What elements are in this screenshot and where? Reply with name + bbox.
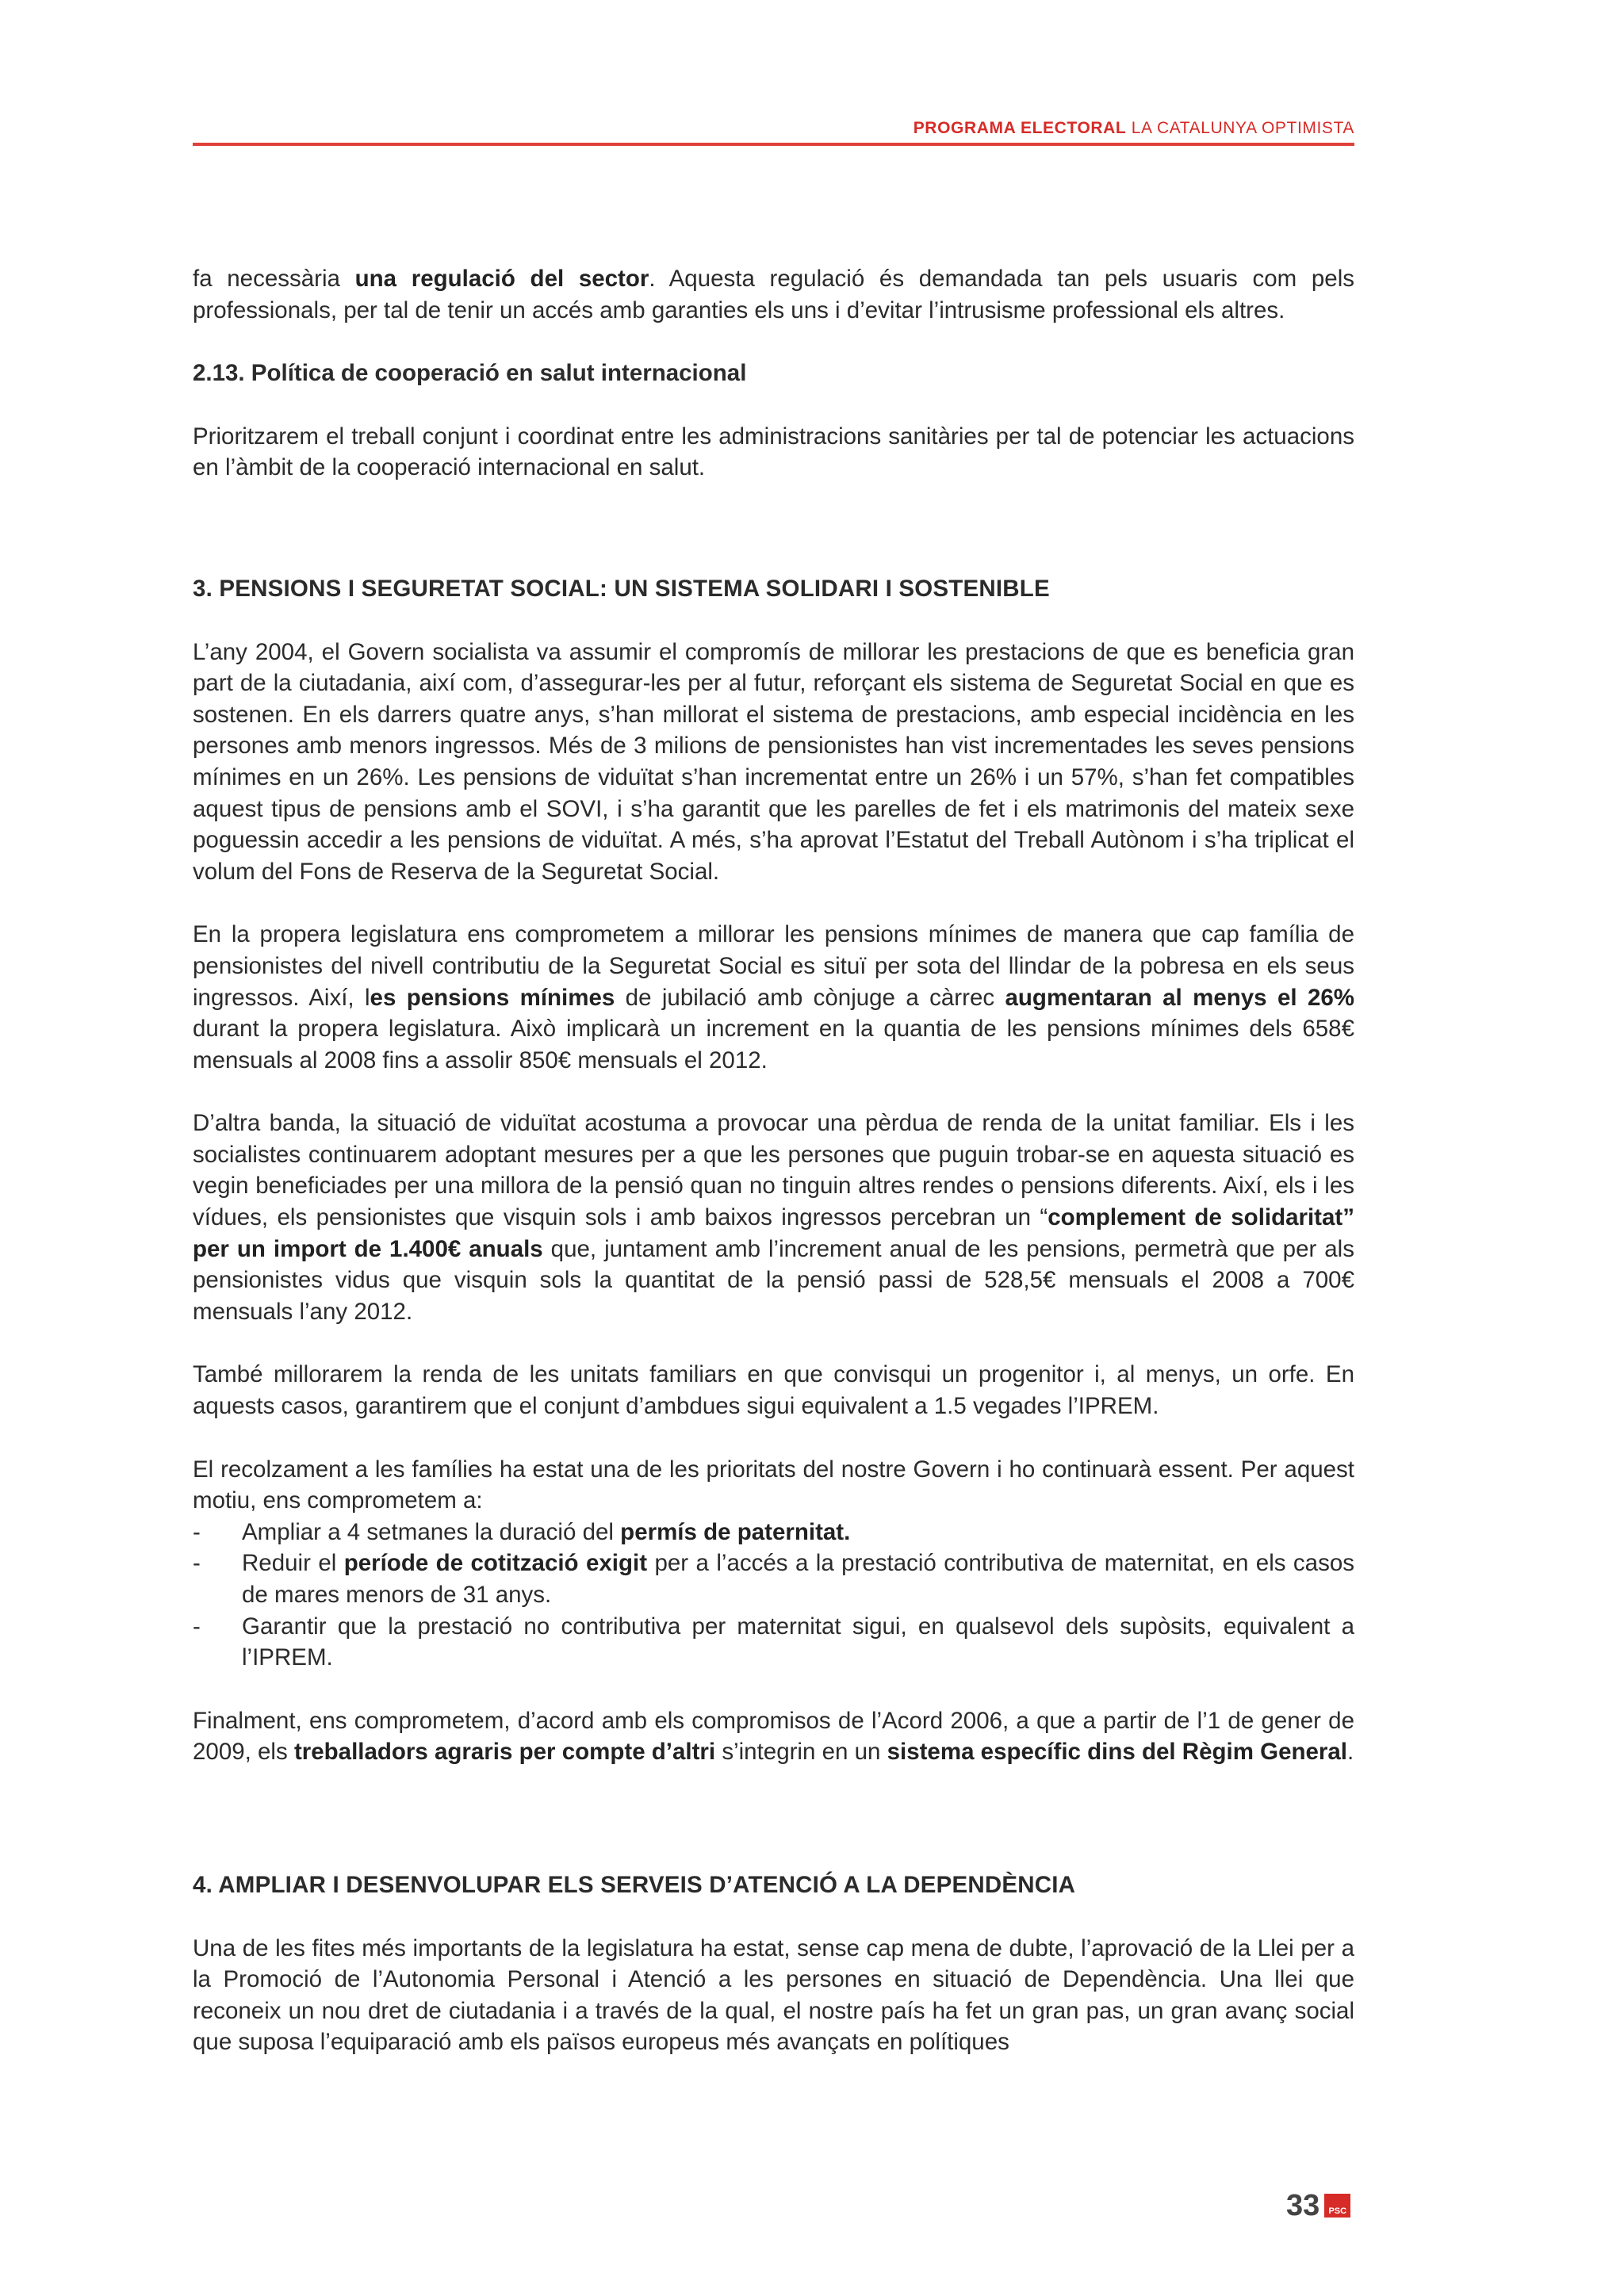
text-run: que, juntament amb l’increment anual de les pensions, permetrà que per als pensionistes vidus que visquin sols la quantitat de la pensió passi de 528,5€ mensuals el 2008 a 700€ mensuals l’any 2012. (193, 1235, 1354, 1325)
bold-run: sistema específic dins del Règim General (887, 1739, 1348, 1766)
bold-run: període de cotització exigit (343, 1550, 648, 1577)
bold-run: complement de solidaritat” per un import de 1.400€ anuals (193, 1204, 1354, 1262)
document-body (193, 263, 1354, 2090)
text-run: . (1347, 1739, 1354, 1766)
list-item (193, 1517, 1354, 1548)
bullet-dash: - (193, 1550, 201, 1577)
section-3-title: 3. PENSIONS I SEGURETAT SOCIAL: UN SISTEMA SOLIDARI I SOSTENIBLE (193, 575, 1050, 602)
section-3-paragraph-1: L’any 2004, el Govern socialista va assumir el compromís de millorar les prestacions de que es beneficia gran part de la ciutadania, així com, d’assegurar-les per al futur, reforçant els sistema de Seguretat Social en que es sostenen. En els darrers quatre anys, s’han millorat el sistema de prestacions, amb especial incidència en les persones amb menors ingressos. Més de 3 milions de pensionistes han vist incrementades les seves pensions mínimes en un 26%. Les pensions de viduïtat s’han incrementat entre un 26% i un 57%, s’han fet compatibles aquest tipus de pensions amb el SOVI, i s’ha garantit que les parelles de fet i els matrimonis del mateix sexe poguessin accedir a les pensions de viduïtat. A més, s’ha aprovat l’Estatut del Treball Autònom i s’ha triplicat el volum del Fons de Reserva de la Seguretat Social. (193, 638, 1354, 885)
text-run: Reduir el (242, 1550, 344, 1577)
section-2-13-title: 2.13. Política de cooperació en salut internacional (193, 360, 747, 387)
text-run: Garantir que la prestació no contributiva per maternitat sigui, en qualsevol dels supòsits, equivalent a l’IPREM. (242, 1613, 1354, 1671)
page-footer (1286, 2188, 1350, 2223)
text-run: per a l’accés a la prestació contributiva de maternitat, en els casos de mares menors de 31 anys. (242, 1550, 1354, 1608)
commitments-list (193, 1517, 1354, 1674)
bold-run: treballadors agraris per compte d’altri (293, 1739, 716, 1766)
text-run: En la propera legislatura ens comprometem a millorar les pensions mínimes de manera que cap família de pensionistes del nivell contributiu de la Seguretat Social es situï per sota del llindar de la pobresa en els seus ingressos. Així, l (193, 921, 1354, 1011)
section-3-paragraph-6 (193, 1705, 1354, 1768)
psc-logo-icon: PSC (1324, 2194, 1350, 2218)
bold-run: permís de paternitat. (620, 1518, 851, 1545)
text-run: D’altra banda, la situació de viduïtat acostuma a provocar una pèrdua de renda de la unitat familiar. Els i les socialistes continuarem adoptant mesures per a que les persones que puguin trobar-se en aquesta situació es vegin beneficiades per una millora de la pensió quan no tinguin altres rendes o pensions diferents. Així, els i les vídues, els pensionistes que visquin sols i amb baixos ingressos percebran un “ (193, 1110, 1354, 1231)
bold-run: una regulació del sector (354, 266, 649, 292)
bold-run: augmentaran al menys el 26% (1005, 984, 1354, 1011)
header-program-label: PROGRAMA ELECTORAL (913, 119, 1127, 137)
text-run: de jubilació amb cònjuge a càrrec (615, 984, 1005, 1011)
text-run: . Aquesta regulació és demandada tan pels usuaris com pels professionals, per tal de tenir un accés amb garanties els uns i d’evitar l’intrusisme professional els altres. (193, 266, 1354, 323)
bullet-dash: - (193, 1613, 201, 1640)
text-run: s’integrin en un (715, 1739, 887, 1766)
text-run: fa necessària (193, 266, 355, 292)
bullet-dash: - (193, 1518, 201, 1545)
section-3-paragraph-2 (193, 919, 1354, 1076)
section-3-paragraph-4: També millorarem la renda de les unitats familiars en que convisqui un progenitor i, al menys, un orfe. En aquests casos, garantirem que el conjunt d’ambdues sigui equivalent a 1.5 vegades l’IPREM. (193, 1361, 1354, 1420)
text-run: Finalment, ens comprometem, d’acord amb els compromisos de l’Acord 2006, a que a partir de l’1 de gener de 2009, els (193, 1707, 1354, 1766)
list-item (193, 1611, 1354, 1674)
section-3-paragraph-5: El recolzament a les famílies ha estat una de les prioritats del nostre Govern i ho continuarà essent. Per aquest motiu, ens comprometem a: (193, 1456, 1354, 1514)
page-number: 33 (1286, 2188, 1320, 2222)
page-header (193, 116, 1354, 146)
header-title (914, 119, 1354, 138)
section-2-13-paragraph: Prioritzarem el treball conjunt i coordinat entre les administracions sanitàries per tal de potenciar les actuacions en l’àmbit de la cooperació internacional en salut. (193, 423, 1354, 481)
section-3-paragraph-3 (193, 1108, 1354, 1327)
bold-run: es pensions mínimes (370, 984, 615, 1011)
section-4-paragraph-1: Una de les fites més importants de la legislatura ha estat, sense cap mena de dubte, l’aprovació de la Llei per a la Promoció de l’Autonomia Personal i Atenció a les persones en situació de Dependència. Una llei que reconeix un nou dret de ciutadania i a través de la qual, el nostre país ha fet un gran pas, un gran avanç social que suposa l’equiparació amb els països europeus més avançats en polítiques (193, 1934, 1354, 2056)
intro-paragraph (193, 263, 1354, 326)
section-4-title: 4. AMPLIAR I DESENVOLUPAR ELS SERVEIS D’ATENCIÓ A LA DEPENDÈNCIA (193, 1871, 1076, 1898)
text-run: durant la propera legislatura. Això implicarà un increment en la quantia de les pensions mínimes dels 658€ mensuals al 2008 fins a assolir 850€ mensuals el 2012. (193, 1016, 1354, 1073)
list-item (193, 1548, 1354, 1610)
header-campaign-label: LA CATALUNYA OPTIMISTA (1131, 119, 1354, 137)
text-run: Ampliar a 4 setmanes la duració del (242, 1518, 621, 1545)
